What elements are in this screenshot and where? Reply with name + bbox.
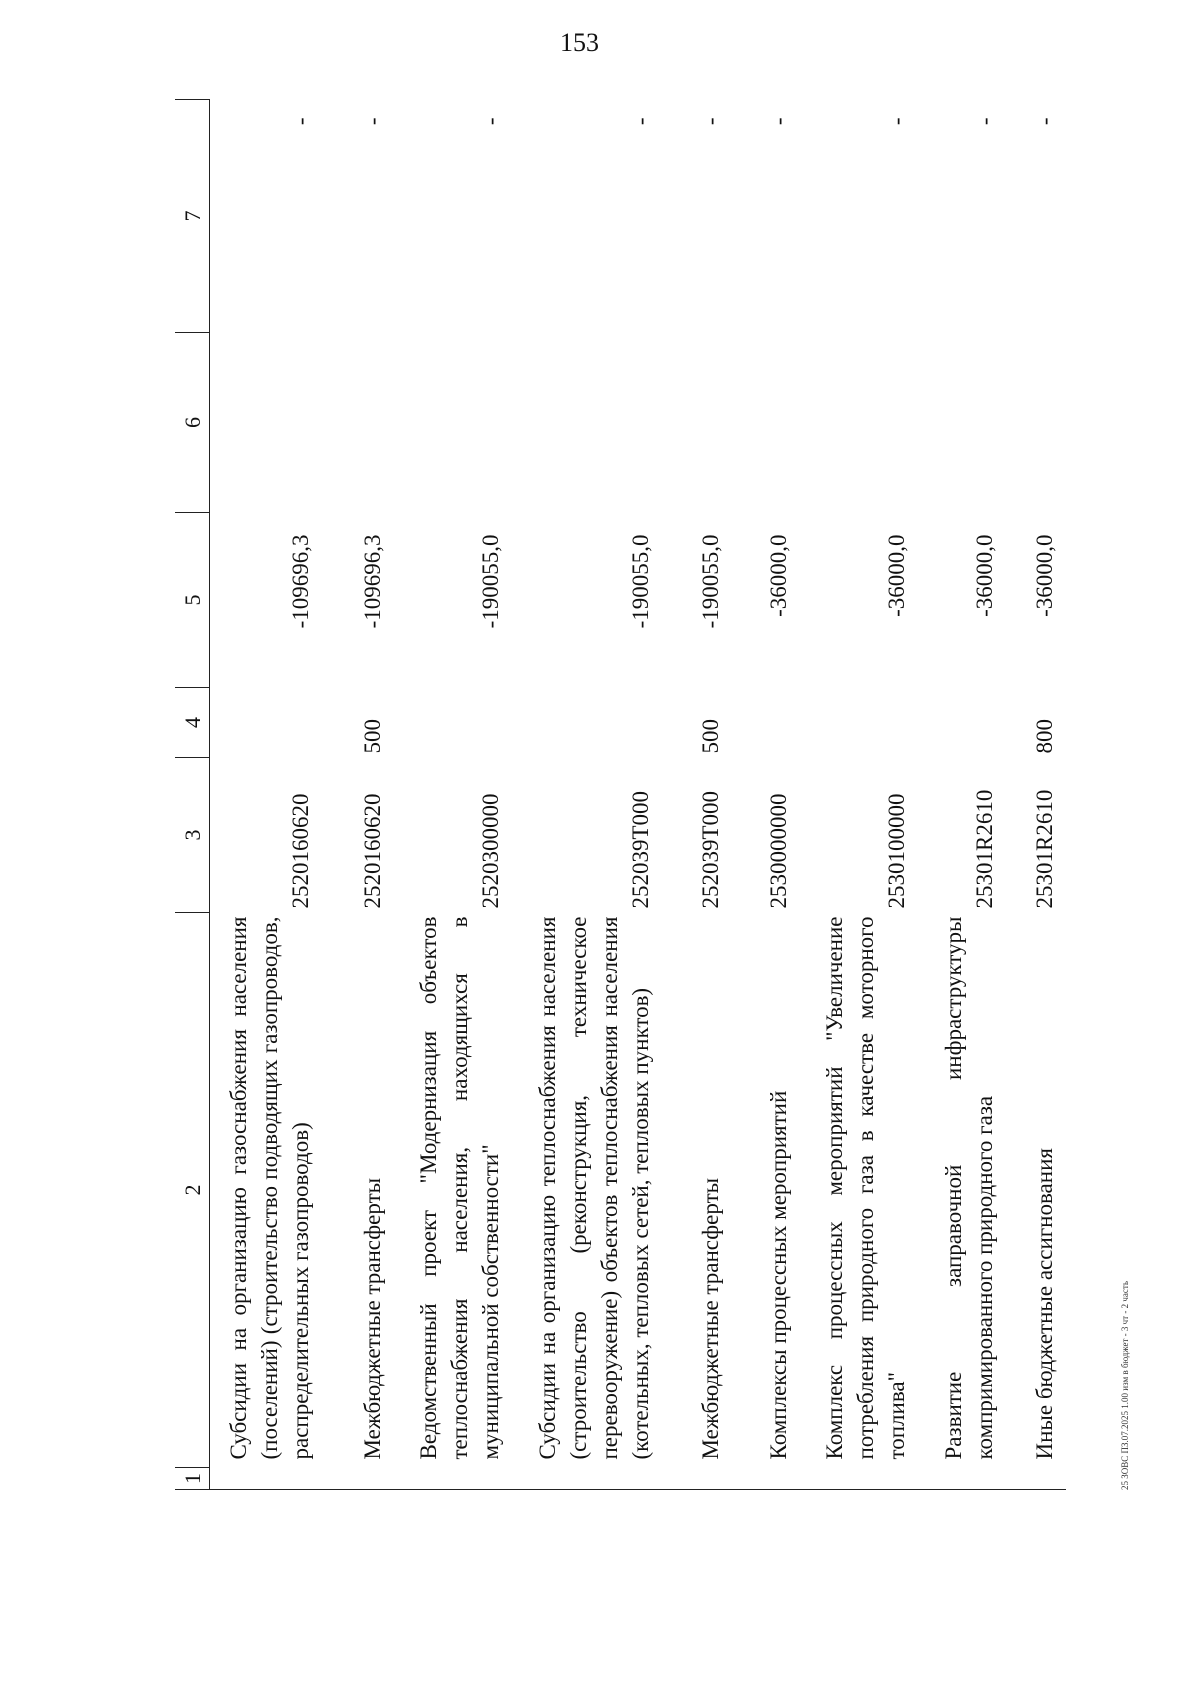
row-vr <box>732 688 800 758</box>
row-col6 <box>512 333 662 513</box>
row-col6 <box>918 333 1006 513</box>
row-code: 25301R2610 <box>971 789 997 909</box>
row-col7: - <box>477 117 503 126</box>
row-code: 2520160620 <box>287 793 313 909</box>
table-row <box>800 100 918 1490</box>
row-amount: -190055,0 <box>627 534 653 629</box>
row-vr: 500 <box>697 719 723 754</box>
header-col-4: 4 <box>175 688 210 758</box>
row-col6 <box>1006 333 1066 513</box>
header-row <box>175 100 210 1490</box>
row-code: 2530000000 <box>765 793 791 909</box>
row-amount: -36000,0 <box>1031 534 1057 617</box>
row-col7: - <box>971 117 997 126</box>
row-col6 <box>800 333 918 513</box>
row-vr <box>210 688 322 758</box>
row-code: 252039T000 <box>627 790 653 909</box>
row-col6 <box>210 333 322 513</box>
header-col-3: 3 <box>175 758 210 913</box>
row-col6 <box>662 333 732 513</box>
row-name: Межбюджетные трансферты <box>359 1177 385 1460</box>
row-vr: 500 <box>359 719 385 754</box>
row-vr <box>394 688 512 758</box>
row-name: Субсидии на организацию газоснабжения населения (поселений) (строительство подводящих газопроводов, распределительных газопроводов) <box>225 916 313 1460</box>
row-name: Комплексы процессных мероприятий <box>765 1090 791 1460</box>
page-number: 153 <box>560 28 599 57</box>
row-code: 25301R2610 <box>1031 789 1057 909</box>
row-vr <box>918 688 1006 758</box>
header-col-5: 5 <box>175 513 210 688</box>
row-col6 <box>732 333 800 513</box>
row-vr <box>512 688 662 758</box>
row-name: Комплекс процессных мероприятий "Увеличение потребления природного газа в качестве моторного топлива" <box>821 916 909 1460</box>
row-col7: - <box>765 117 791 126</box>
row-code: 2520300000 <box>477 793 503 909</box>
row-col7: - <box>1031 117 1057 126</box>
row-name: Иные бюджетные ассигнования <box>1031 1148 1057 1460</box>
budget-table-rotated <box>175 100 1095 1490</box>
table-row <box>210 100 322 1490</box>
table-row <box>394 100 512 1490</box>
table-row <box>1006 100 1066 1490</box>
row-amount: -109696,3 <box>359 534 385 629</box>
table-row <box>512 100 662 1490</box>
row-amount: -190055,0 <box>697 534 723 629</box>
table-row <box>918 100 1006 1490</box>
table-row <box>662 100 732 1490</box>
row-col6 <box>322 333 394 513</box>
row-col6 <box>394 333 512 513</box>
row-col7: - <box>359 117 385 126</box>
row-name: Межбюджетные трансферты <box>697 1177 723 1460</box>
row-amount: -36000,0 <box>765 534 791 617</box>
row-col7: - <box>697 117 723 126</box>
row-name: Субсидии на организацию теплоснабжения населения (строительство (реконструкция, техническое перевооружение) объектов теплоснабжения населения (котельных, тепловых сетей, тепловых пунктов) <box>534 916 653 1460</box>
row-code: 2520160620 <box>359 793 385 909</box>
row-code: 252039T000 <box>697 790 723 909</box>
row-vr <box>800 688 918 758</box>
row-col7: - <box>287 117 313 126</box>
row-amount: -190055,0 <box>477 534 503 629</box>
header-col-7: 7 <box>175 100 210 333</box>
row-col7: - <box>627 117 653 126</box>
row-amount: -36000,0 <box>883 534 909 617</box>
budget-table <box>175 99 1066 1490</box>
row-col7: - <box>883 117 909 126</box>
row-amount: -109696,3 <box>287 534 313 629</box>
header-col-2: 2 <box>175 913 210 1468</box>
row-vr: 800 <box>1031 719 1057 754</box>
row-name: Ведомственный проект "Модернизация объектов теплоснабжения населения, находящихся в муниципальной собственности" <box>415 916 503 1460</box>
footer-document-code: 25 ЗОВС ПЗ.07.2025 1.00 изм в бюджет - 3 чт - 2 часть <box>1120 1281 1130 1490</box>
table-row <box>322 100 394 1490</box>
row-amount: -36000,0 <box>971 534 997 617</box>
header-col-1: 1 <box>175 1468 210 1490</box>
row-name: Развитие заправочной инфраструктуры компримированного природного газа <box>940 916 997 1460</box>
row-code: 2530100000 <box>883 793 909 909</box>
table-row <box>732 100 800 1490</box>
header-col-6: 6 <box>175 333 210 513</box>
